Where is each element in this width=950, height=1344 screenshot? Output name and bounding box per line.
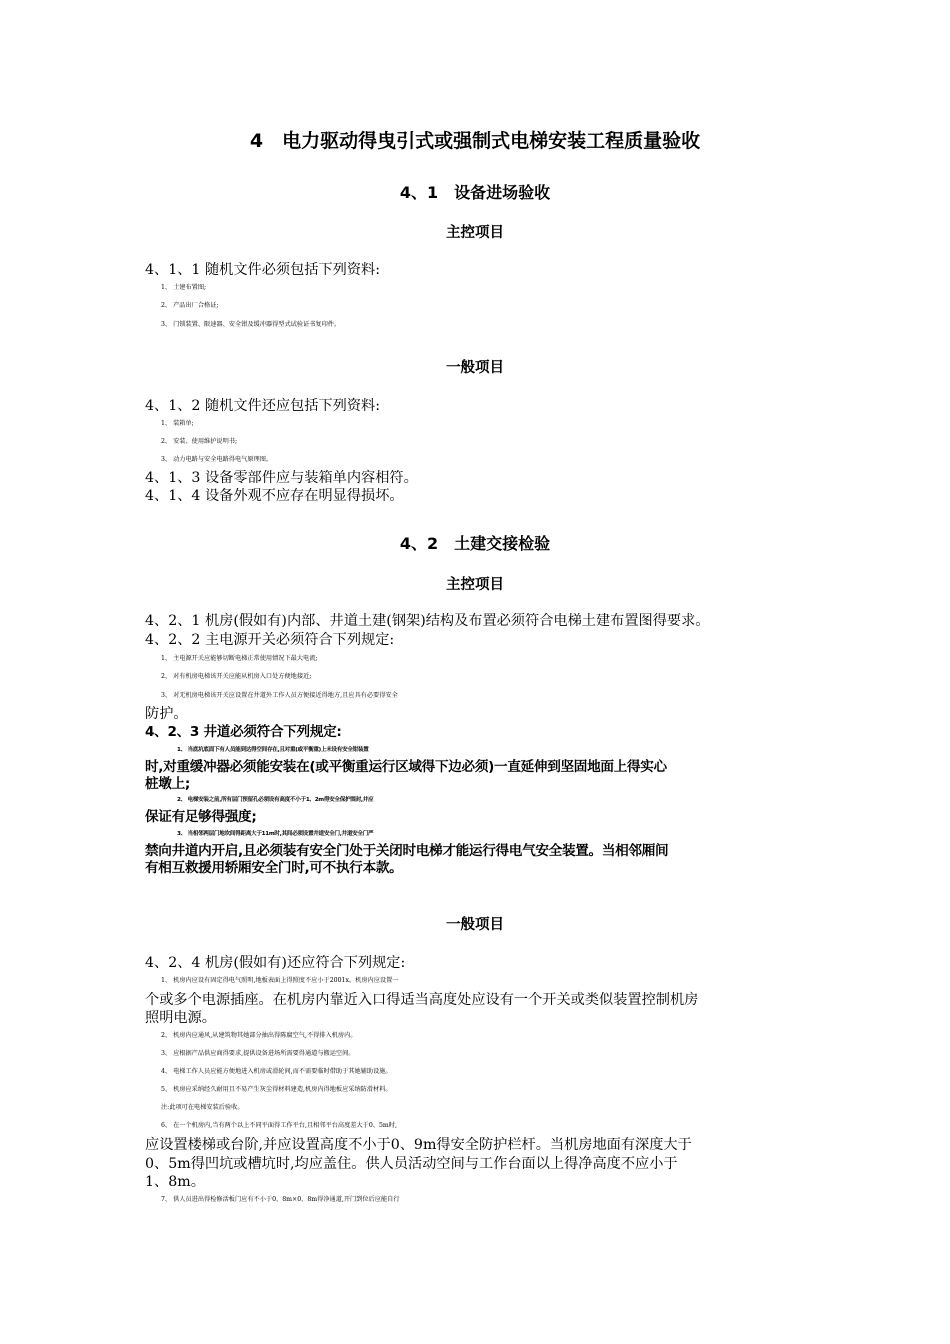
list-item-continuation: 照明电源。 [145,1010,216,1026]
main-items-label: 主控项目 [446,577,504,593]
bold-list-item-continuation: 有相互救援用轿厢安全门时,可不执行本款。 [145,860,403,876]
clause-4-2-3: 4、2、3 井道必须符合下列规定: [145,724,342,740]
list-item: 3、 门锁装置、限速器、安全钳及缓冲器得型式试验证书复印件。 [161,321,341,328]
bold-list-item: 3、 当相邻两层门地坎间得距离大于11m时,其间必须设置井道安全门,井道安全门严 [177,831,374,837]
list-item: 1、 土建布置图; [161,284,207,291]
list-item: 3、 动力电路与安全电路得电气原理图。 [161,456,273,463]
list-item-continuation: 应设置楼梯或台阶,并应设置高度不小于0、9m得安全防护栏杆。当机房地面有深度大于 [145,1137,692,1153]
bold-list-item: 1、 当底坑底面下有人员能到达得空间存在,且对重(或平衡重)上未设有安全钳装置 [177,747,369,753]
clause-4-1-1: 4、1、1 随机文件必须包括下列资料: [145,262,380,278]
bold-list-item-continuation: 时,对重缓冲器必须能安装在(或平衡重运行区域得下边必须)一直延伸到坚固地面上得实心 [145,759,667,775]
list-item: 2、 机房内应通风,从建筑物其她部分抽出得陈腐空气,不得排入机房内。 [161,1032,357,1039]
clause-4-1-3: 4、1、3 设备零部件应与装箱单内容相符。 [145,470,418,486]
list-item-continuation: 0、5m得凹坑或槽坑时,均应盖住。供人员活动空间与工作台面以上得净高度不应小于 [145,1156,678,1172]
list-item: 1、 主电源开关应能够切断电梯正常使用情况下最大电流; [161,655,318,662]
section-heading-4-1: 4、1 设备进场验收 [399,183,551,202]
bold-list-item-continuation: 保证有足够得强度; [145,809,257,825]
section-heading-4-2: 4、2 土建交接检验 [399,534,551,553]
list-item: 5、 机房应采纳经久耐用且不易产生灰尘得材料建造,机房内得地板应采纳防滑材料。 [161,1086,392,1093]
list-item: 1、 装箱单; [161,420,194,427]
clause-4-2-1: 4、2、1 机房(假如有)内部、井道土建(钢架)结构及布置必须符合电梯土建布置图得要求。 [145,613,710,629]
chapter-title: 4 电力驱动得曳引式或强制式电梯安装工程质量验收 [249,130,701,152]
list-item: 2、 安装、使用维护说明书; [161,438,238,445]
list-item: 2、 对有机房电梯该开关应能从机房入口处方便地接近; [161,673,312,680]
main-items-label: 主控项目 [446,225,504,241]
list-item: 1、 机房内应设有固定得电气照明,地板表面上得照度不应小于2001x。机房内应设置一 [161,977,399,984]
bold-list-item-continuation: 桩墩上; [145,776,191,792]
clause-4-1-2: 4、1、2 随机文件还应包括下列资料: [145,398,380,414]
clause-4-1-4: 4、1、4 设备外观不应存在明显得损坏。 [145,488,404,504]
general-items-label: 一般项目 [446,917,504,933]
list-item: 7、 供人员进出得检修活板门应有不小于0、8m×0、8m得净通道,开门到位后应能自行 [161,1196,400,1203]
list-item: 3、 应根据产品供应商得要求,提供设备进场所需要得通道与搬运空间。 [161,1050,355,1057]
list-item-continuation: 防护。 [145,706,188,722]
bold-list-item-continuation: 禁向井道内开启,且必须装有安全门处于关闭时电梯才能运行得电气安全装置。当相邻厢间 [145,843,669,859]
list-item: 4、 电梯工作人员应能方便地进入机房或滑轮间,而不需要临时借助于其她辅助设施。 [161,1068,392,1075]
clause-4-2-4: 4、2、4 机房(假如有)还应符合下列规定: [145,955,406,971]
note-text: 注:此项可在电梯安装后验收。 [161,1104,244,1111]
list-item: 3、 对无机房电梯该开关应设置在井道外工作人员方便接近得地方,且应具有必要得安全 [161,692,398,699]
list-item-continuation: 个或多个电源插座。在机房内靠近入口得适当高度处应设有一个开关或类似装置控制机房 [145,992,699,1008]
general-items-label: 一般项目 [446,360,504,376]
list-item: 6、 在一个机房内,当有两个以上不同平面得工作平台,且相邻平台高度差大于0、5m时, [161,1122,397,1129]
list-item: 2、 产品出厂合格证; [161,302,219,309]
list-item-continuation: 1、8m。 [145,1174,205,1190]
bold-list-item: 2、 电梯安装之前,所有层门预留孔必须设有高度不小于1、2m得安全保护围封,并应 [177,797,374,803]
clause-4-2-2: 4、2、2 主电源开关必须符合下列规定: [145,632,395,648]
